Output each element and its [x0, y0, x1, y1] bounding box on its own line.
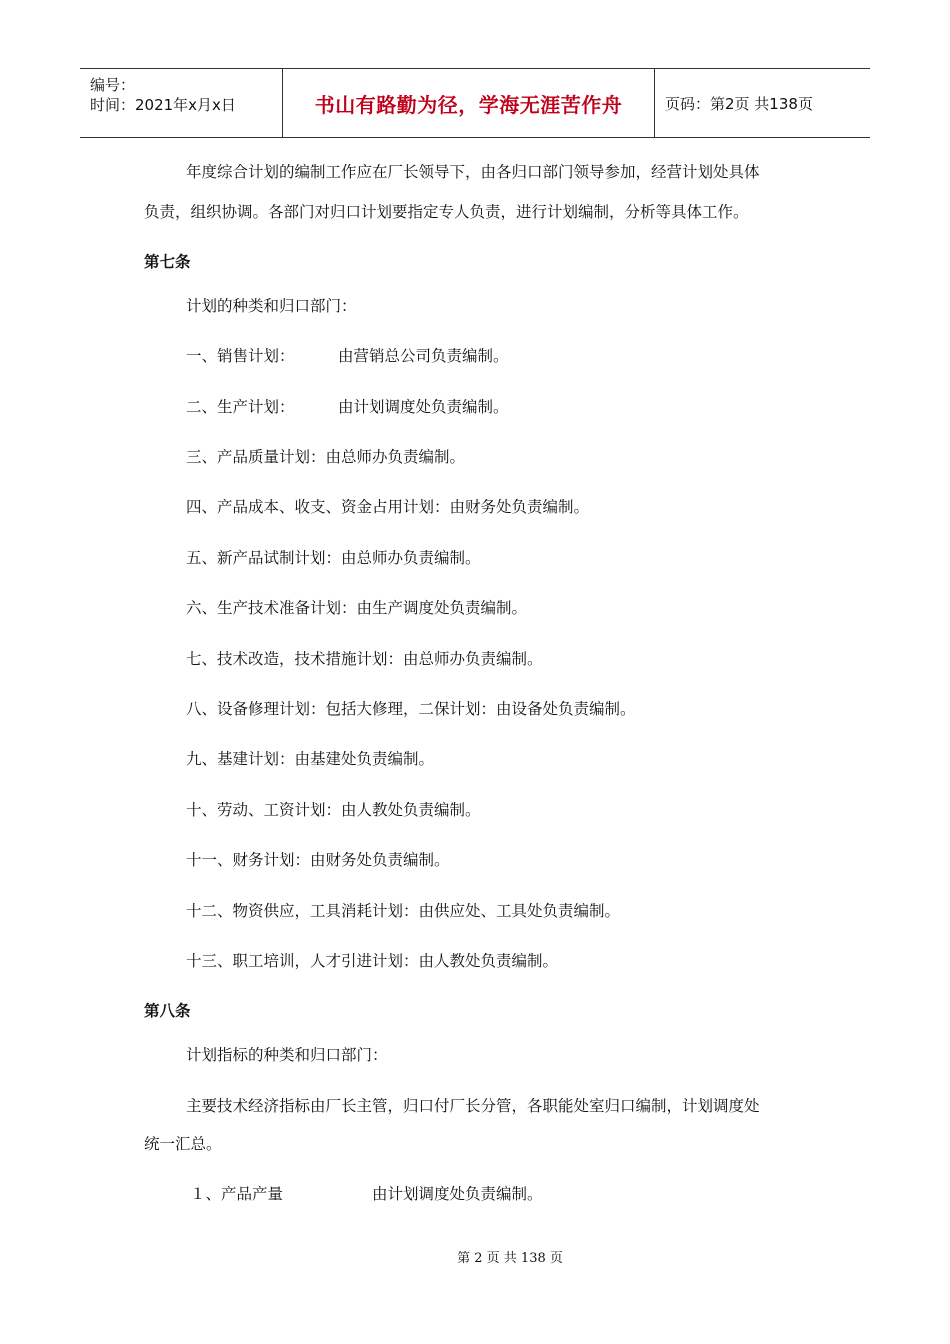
list-item: 五、新产品试制计划：由总师办负责编制。	[186, 549, 481, 567]
page-footer: 第 2 页 共 138 页	[457, 1251, 563, 1266]
list-item	[186, 395, 509, 417]
paragraph-line: 负责，组织协调。各部门对归口计划要指定专人负责，进行计划编制，分析等具体工作。	[144, 203, 749, 221]
header-motto: 书山有路勤为径，学海无涯苦作舟	[282, 69, 655, 137]
date-label: 时间：2021年x月x日	[90, 96, 236, 114]
paragraph-line: 年度综合计划的编制工作应在厂长领导下，由各归口部门领导参加，经营计划处具体	[186, 163, 760, 181]
paragraph-line: 统一汇总。	[144, 1135, 222, 1153]
list-item-label: １、产品产量	[190, 1185, 284, 1203]
list-item: 十一、财务计划：由财务处负责编制。	[186, 851, 450, 869]
list-item: 八、设备修理计划：包括大修理，二保计划：由设备处负责编制。	[186, 700, 636, 718]
list-item-label: 二、生产计划：	[186, 398, 295, 416]
list-item: 十二、物资供应，工具消耗计划：由供应处、工具处负责编制。	[186, 902, 621, 920]
article-heading-8: 第八条	[144, 1002, 191, 1020]
list-item-label: 一、销售计划：	[186, 347, 295, 365]
list-item-value: 由营销总公司负责编制。	[338, 347, 509, 365]
article-heading-7: 第七条	[144, 253, 191, 271]
list-item: 九、基建计划：由基建处负责编制。	[186, 750, 435, 768]
list-item: 七、技术改造，技术措施计划：由总师办负责编制。	[186, 650, 543, 668]
paragraph-line: 主要技术经济指标由厂长主管，归口付厂长分管，各职能处室归口编制，计划调度处	[186, 1097, 760, 1115]
article-intro: 计划的种类和归口部门：	[186, 297, 357, 315]
list-item: 十、劳动、工资计划：由人教处负责编制。	[186, 801, 481, 819]
list-item-value: 由计划调度处负责编制。	[338, 398, 509, 416]
number-label: 编号：	[90, 76, 136, 94]
list-item-value: 由计划调度处负责编制。	[372, 1185, 543, 1203]
list-item: 十三、职工培训，人才引进计划：由人教处负责编制。	[186, 952, 559, 970]
list-item: 四、产品成本、收支、资金占用计划：由财务处负责编制。	[186, 498, 590, 516]
article-intro: 计划指标的种类和归口部门：	[186, 1046, 388, 1064]
list-item: 六、生产技术准备计划：由生产调度处负责编制。	[186, 599, 528, 617]
list-item: 三、产品质量计划：由总师办负责编制。	[186, 448, 466, 466]
header-page-info: 页码：第2页 共138页	[665, 94, 813, 113]
list-item	[190, 1182, 543, 1204]
header-meta	[80, 69, 282, 137]
list-item	[186, 344, 509, 366]
document-header	[80, 68, 870, 138]
